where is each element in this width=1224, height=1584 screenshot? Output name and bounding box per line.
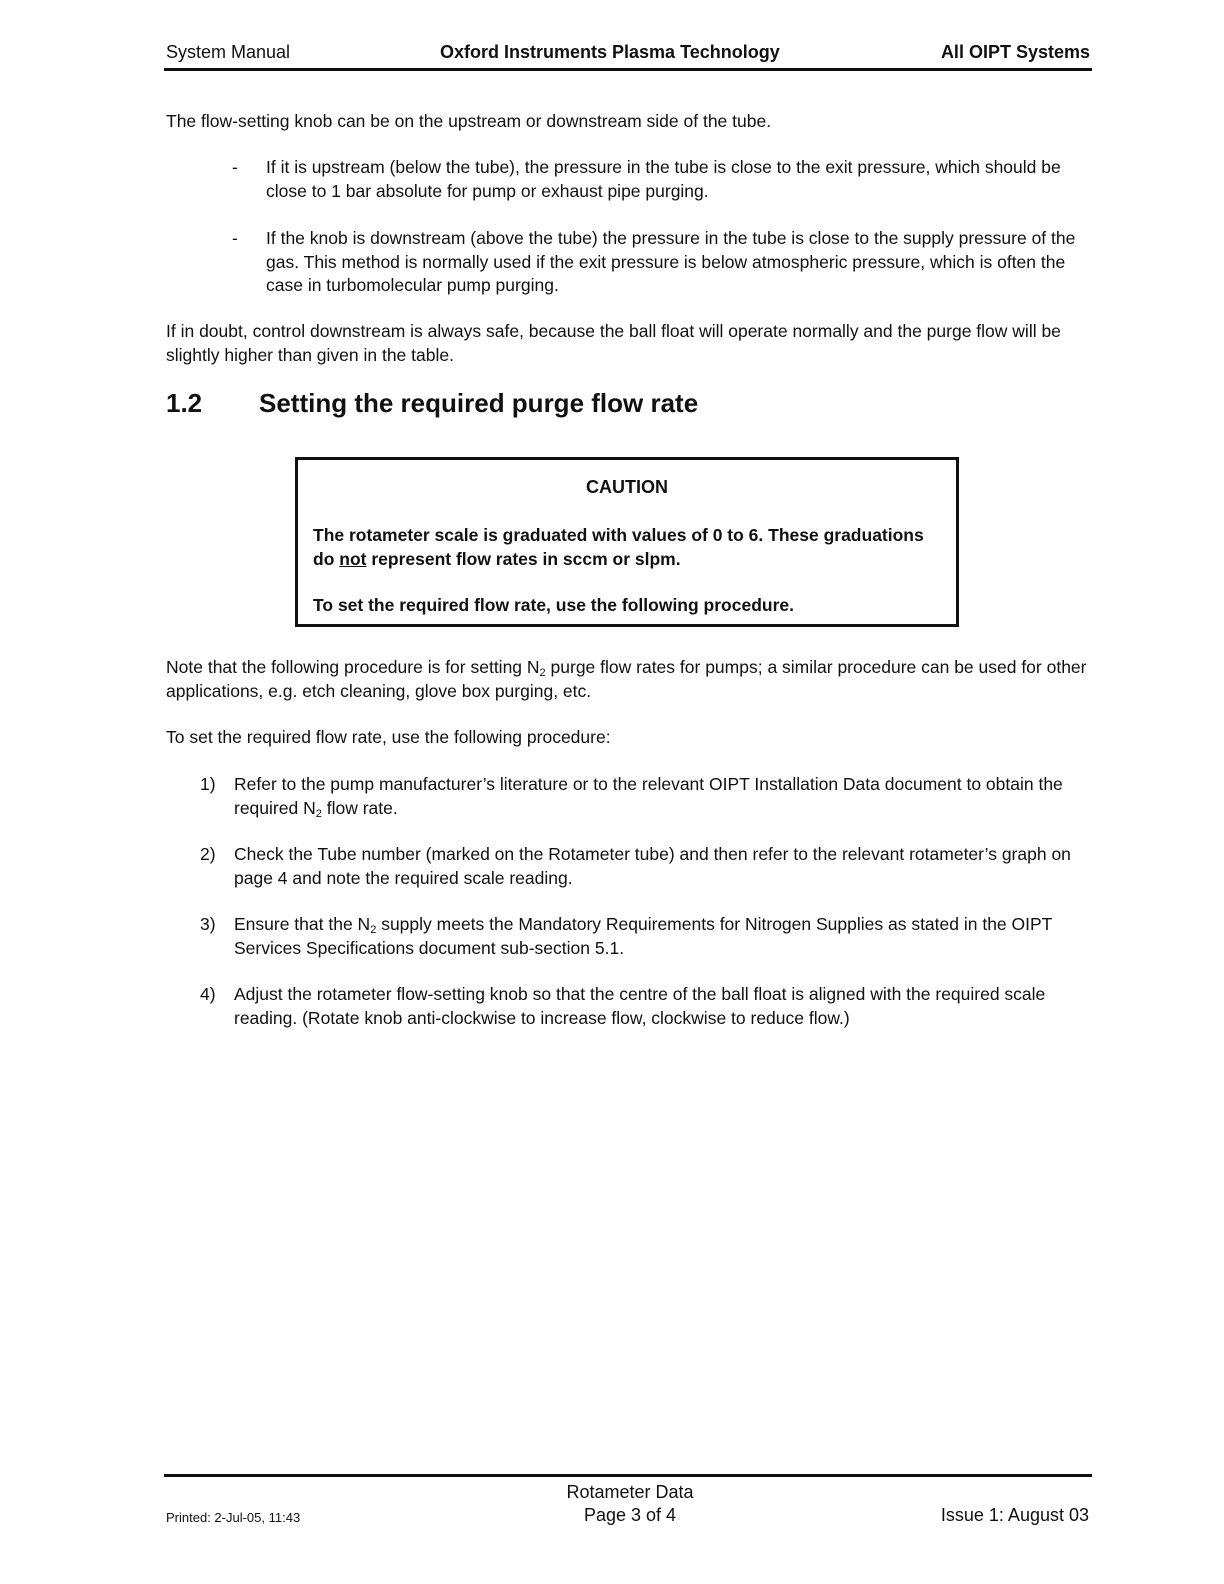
- footer-page-number: Page 3 of 4: [583, 1505, 677, 1525]
- step-text-part: supply meets the Mandatory Requirements for Nitrogen Supplies as stated in the OIPT Services Specifications document sub-section 5.1.: [234, 914, 1053, 958]
- bullet-dash: -: [232, 157, 238, 177]
- bullet-item: [232, 156, 1082, 206]
- doubt-paragraph: If in doubt, control downstream is always safe, because the ball float will operate normally and the purge flow will be slightly higher than given in the table.: [166, 321, 1061, 365]
- note-paragraph: [166, 656, 1096, 703]
- footer-divider: [164, 1474, 1092, 1477]
- step-text-part: Ensure that the N: [234, 914, 371, 934]
- subscript: 2: [539, 667, 546, 679]
- footer-issue: Issue 1: August 03: [940, 1505, 1089, 1525]
- page-header: [166, 42, 1090, 66]
- step-text: [234, 913, 1094, 960]
- subscript: 2: [370, 924, 377, 936]
- footer-printed-date: Printed: 2-Jul-05, 11:43: [166, 1510, 301, 1525]
- step-text: Adjust the rotameter flow-setting knob so that the centre of the ball float is aligned with the required scale reading. (Rotate knob anti-clockwise to increase flow, clockwise to reduce flow.): [234, 984, 1046, 1028]
- subscript: 2: [315, 807, 322, 820]
- caution-text: The rotameter scale is graduated with values of 0 to 6. These graduations do: [313, 525, 924, 569]
- bullet-dash: -: [232, 228, 238, 248]
- header-systems: All OIPT Systems: [940, 42, 1090, 62]
- step-text-part: flow rate.: [321, 797, 398, 818]
- step-number: 2): [200, 844, 216, 864]
- step-number: 1): [200, 774, 216, 794]
- step-text-part: Refer to the pump manufacturer’s literature or to the relevant OIPT Installation Data document to obtain the required N: [234, 774, 1063, 818]
- note-text: Note that the following procedure is for setting N: [166, 657, 540, 677]
- header-manual-label: System Manual: [166, 42, 291, 62]
- caution-text: represent flow rates in sccm or slpm.: [366, 548, 681, 569]
- caution-box: [295, 457, 959, 627]
- bullet-text: If it is upstream (below the tube), the pressure in the tube is close to the exit pressure, which should be close to 1 bar absolute for pump or exhaust pipe purging.: [266, 157, 1061, 201]
- note-text: purge flow rates for pumps; a similar procedure can be used for other applications, e.g. etch cleaning, glove box purging, etc.: [166, 657, 1087, 701]
- section-title: Setting the required purge flow rate: [259, 388, 699, 418]
- caution-title: CAUTION: [586, 477, 668, 497]
- step-number: 4): [200, 984, 216, 1004]
- section-number: 1.2: [166, 388, 203, 418]
- step-text: [234, 773, 1094, 820]
- caution-emphasis: not: [339, 548, 367, 569]
- footer-doc-title: Rotameter Data: [566, 1482, 694, 1502]
- header-divider: [164, 68, 1092, 71]
- intro-paragraph: The flow-setting knob can be on the upstream or downstream side of the tube.: [166, 111, 772, 131]
- caution-procedure: To set the required flow rate, use the following procedure.: [313, 595, 794, 615]
- procedure-intro: To set the required flow rate, use the following procedure:: [166, 727, 611, 747]
- bullet-text: If the knob is downstream (above the tube) the pressure in the tube is close to the supply pressure of the gas. This method is normally used if the exit pressure is below atmospheric pressure, which is often the case in turbomolecular pump purging.: [266, 228, 1076, 295]
- step-number: 3): [200, 914, 216, 934]
- header-company: Oxford Instruments Plasma Technology: [440, 42, 780, 62]
- step-text: Check the Tube number (marked on the Rotameter tube) and then refer to the relevant rotameter’s graph on page 4 and note the required scale reading.: [234, 844, 1071, 888]
- bullet-item: [232, 227, 1082, 301]
- caution-body: [313, 524, 943, 571]
